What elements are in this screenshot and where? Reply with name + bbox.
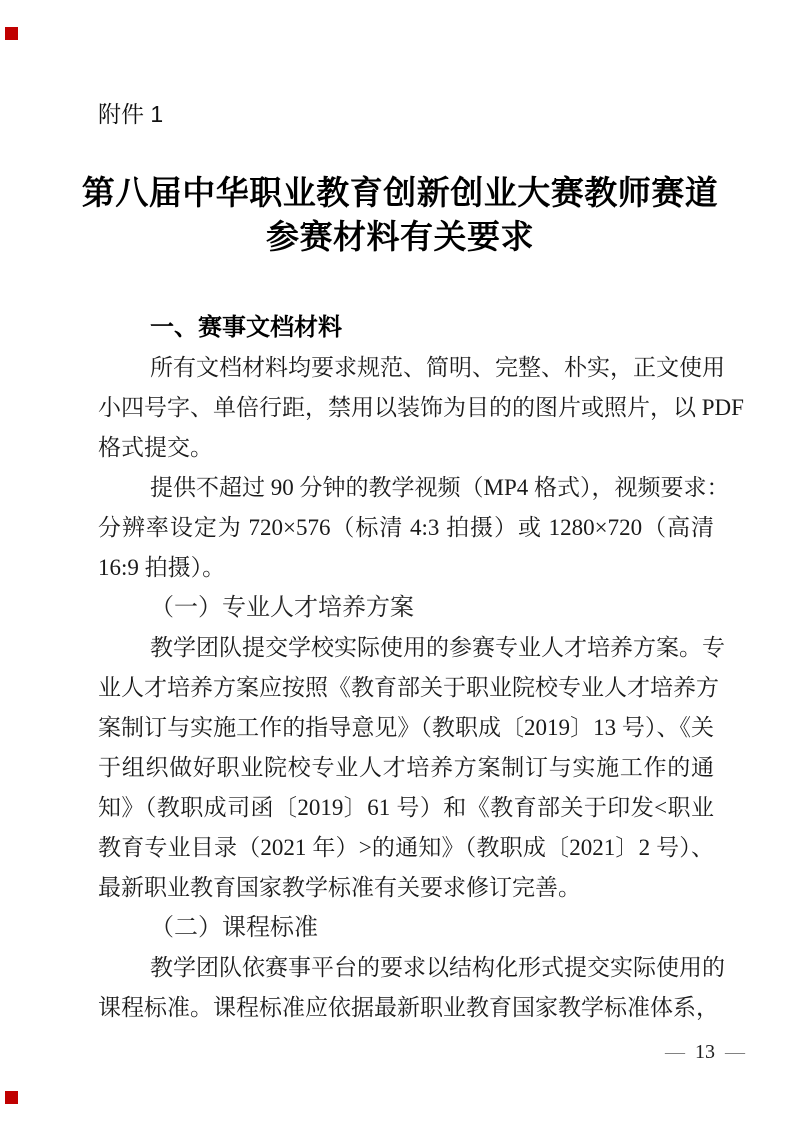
body-line: 提供不超过 90 分钟的教学视频（MP4 格式），视频要求：: [150, 475, 730, 500]
document-title-line1: 第八届中华职业教育创新创业大赛教师赛道: [81, 176, 719, 212]
document-body: [98, 308, 744, 1028]
footer-dash-left: —: [665, 1041, 685, 1063]
body-line: 知》（教职成司函〔2019〕61 号）和《教育部关于印发<职业: [98, 795, 714, 820]
body-line: 格式提交。: [98, 435, 213, 460]
page-number: 13: [695, 1041, 715, 1063]
page-footer: [665, 1040, 745, 1064]
document-title: [0, 172, 800, 260]
body-line: 教育专业目录（2021 年）>的通知》（教职成〔2021〕2 号）、: [98, 835, 714, 860]
body-line: 分辨率设定为 720×576（标清 4:3 拍摄）或 1280×720（高清: [98, 515, 714, 540]
body-line: 案制订与实施工作的指导意见》（教职成〔2019〕13 号）、《关: [98, 715, 714, 740]
body-line: 教学团队提交学校实际使用的参赛专业人才培养方案。专: [150, 635, 725, 660]
section-heading: 一、赛事文档材料: [150, 314, 342, 341]
body-line: 教学团队依赛事平台的要求以结构化形式提交实际使用的: [150, 955, 725, 980]
body-line: 最新职业教育国家教学标准有关要求修订完善。: [98, 875, 581, 900]
body-line: 业人才培养方案应按照《教育部关于职业院校专业人才培养方: [98, 675, 719, 700]
body-line: 所有文档材料均要求规范、简明、完整、朴实，正文使用: [150, 355, 725, 380]
body-line: 于组织做好职业院校专业人才培养方案制订与实施工作的通: [98, 755, 714, 780]
red-corner-mark-top-left: [5, 27, 18, 40]
red-corner-mark-bottom-left: [5, 1091, 18, 1104]
subsection-heading: （二）课程标准: [150, 915, 318, 941]
body-line: 16:9 拍摄）。: [98, 555, 226, 580]
footer-dash-right: —: [725, 1041, 745, 1063]
attachment-label: 附件 1: [98, 101, 164, 127]
document-title-line2: 参赛材料有关要求: [266, 220, 534, 256]
body-line: 小四号字、单倍行距，禁用以装饰为目的的图片或照片，以 PDF: [98, 395, 744, 420]
body-line: 课程标准。课程标准应依据最新职业教育国家教学标准体系，: [98, 995, 719, 1020]
subsection-heading: （一）专业人才培养方案: [150, 595, 414, 621]
